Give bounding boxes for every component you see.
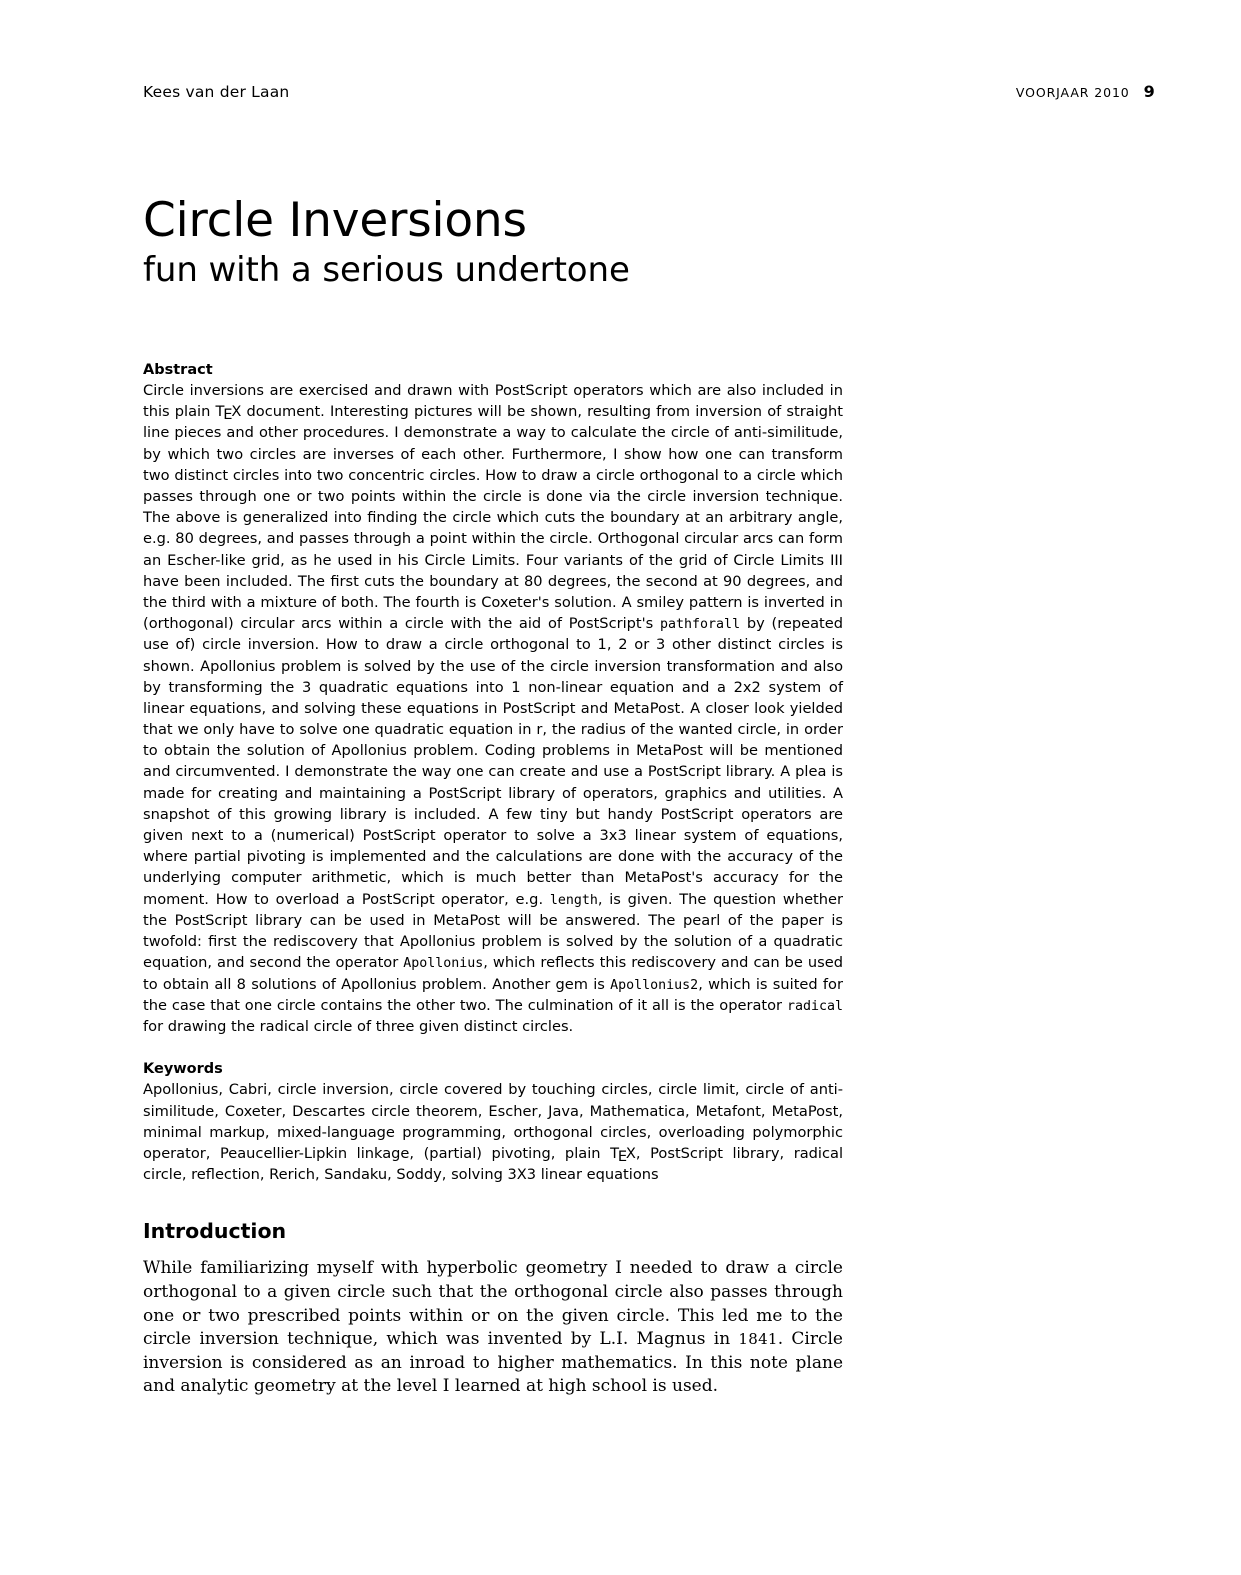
running-head-issue: VOORJAAR 2010 [1015,85,1130,100]
keywords-heading: Keywords [143,1061,223,1078]
introduction-part1: While familiarizing myself with hyperbolic geometry I needed to draw a circle orthogonal to a given circle such that the orthogonal circle also passes through one or two prescribed points within or on the given circle. This led me to the circle inversion technique, which was invented by L.I. Magnus in [143,1258,843,1350]
introduction-section [143,1219,843,1399]
abstract-code-length: length [549,892,598,908]
page-subtitle: fun with a serious undertone [143,249,630,290]
abstract-part1: Circle inversions are exercised and drawn with PostScript operators which are also included in this plain [143,382,843,421]
tex-logo-keywords-t: T [610,1144,619,1162]
running-head-author: Kees van der Laan [143,83,290,101]
running-head [143,82,1155,101]
article-body [143,362,843,1399]
title-block [143,193,1155,290]
abstract-part3: by (repeated use of) circle inversion. How to draw a circle orthogonal to 1, 2 or 3 other distinct circles is shown. Apollonius problem is solved by the use of the circle inversion transformation and also by transforming the 3 quadratic equations into 1 non-linear equation and a 2x2 system of linear equations, and solving these equations in PostScript and MetaPost. A closer look yielded that we only have to solve one quadratic equation in r, the radius of the wanted circle, in order to obtain the solution of Apollonius problem. Coding problems in MetaPost will be mentioned and circumvented. I demonstrate the way one can create and use a PostScript library. A plea is made for creating and maintaining a PostScript library of operators, graphics and utilities. A snapshot of this growing library is included. A few tiny but handy PostScript operators are given next to a (numerical) PostScript operator to solve a 3x3 linear system of equations, where partial pivoting is implemented and the calculations are done with the accuracy of the underlying computer arithmetic, which is much better than MetaPost's accuracy for the moment. How to overload a PostScript operator, e.g. [143,615,843,908]
abstract-part2: document. Interesting pictures will be shown, resulting from inversion of straight line pieces and other procedures. I demonstrate a way to calculate the circle of anti-similitude, by which two circles are inverses of each other. Furthermore, I show how one can transform two distinct circles into two concentric circles. How to draw a circle orthogonal to a circle which passes through one or two points within the circle is done via the circle inversion technique. The above is generalized into finding the circle which cuts the boundary at an arbitrary angle, e.g. 80 degrees, and passes through a point within the circle. Orthogonal circular arcs can form an Escher-like grid, as he used in his Circle Limits. Four variants of the grid of Circle Limits III have been included. The first cuts the boundary at 80 degrees, the second at 90 degrees, and the third with a mixture of both. The fourth is Coxeter's solution. A smiley pattern is inverted in (orthogonal) circular arcs within a circle with the aid of PostScript's [143,403,843,633]
keywords-section [143,1061,843,1185]
abstract-section [143,362,843,1037]
introduction-year: 1841 [738,1330,778,1349]
abstract-part7: for drawing the radical circle of three given distinct circles. [143,1018,574,1036]
abstract-code-radical: radical [786,998,843,1014]
page-number: 9 [1143,82,1155,101]
abstract-part4: , is given. The question whether the PostScript library can be used in MetaPost will be answered. The pearl of the paper is twofold: first the rediscovery that Apollonius problem is solved by the solution of a quadratic equation, and second the operator [143,890,843,972]
abstract-text [143,380,843,1037]
abstract-code-apollonius: Apollonius [403,956,484,972]
tex-logo-x: X [231,403,242,421]
tex-logo-keywords [610,1143,636,1164]
introduction-text [143,1257,843,1399]
introduction-heading: Introduction [143,1219,287,1244]
keywords-part1: Apollonius, Cabri, circle inversion, circle covered by touching circles, circle limit, circle of anti-similitude, Coxeter, Descartes circle theorem, Escher, Java, Mathematica, Metafont, MetaPost, minimal markup, mixed-language programming, orthogonal circles, overloading polymorphic operator, Peaucellier-Lipkin linkage, (partial) pivoting, plain [143,1081,843,1162]
abstract-part6: , which is suited for the case that one circle contains the other two. The culmination of it all is the operator [143,975,843,1014]
keywords-part2: , PostScript library, radical circle, reflection, Rerich, Sandaku, Soddy, solving 3X3 linear equations [143,1144,843,1184]
abstract-part5: , which reflects this rediscovery and can be used to obtain all 8 solutions of Apollonius problem. Another gem is [143,954,843,993]
keywords-text [143,1079,843,1185]
introduction-part2: . Circle inversion is considered as an inroad to higher mathematics. In this note plane and analytic geometry at the level I learned at high school is used. [143,1329,843,1397]
tex-logo-keywords-e: E [617,1148,628,1166]
abstract-code-pathforall: pathforall [660,617,741,633]
abstract-heading: Abstract [143,362,213,378]
page-title: Circle Inversions [143,193,527,248]
tex-logo-e: E [223,406,233,424]
tex-logo [216,401,242,422]
tex-logo-keywords-x: X [625,1144,636,1162]
tex-logo-t: T [215,403,225,421]
running-head-right [1016,82,1155,101]
abstract-code-apollonius2: Apollonius2 [610,977,699,993]
